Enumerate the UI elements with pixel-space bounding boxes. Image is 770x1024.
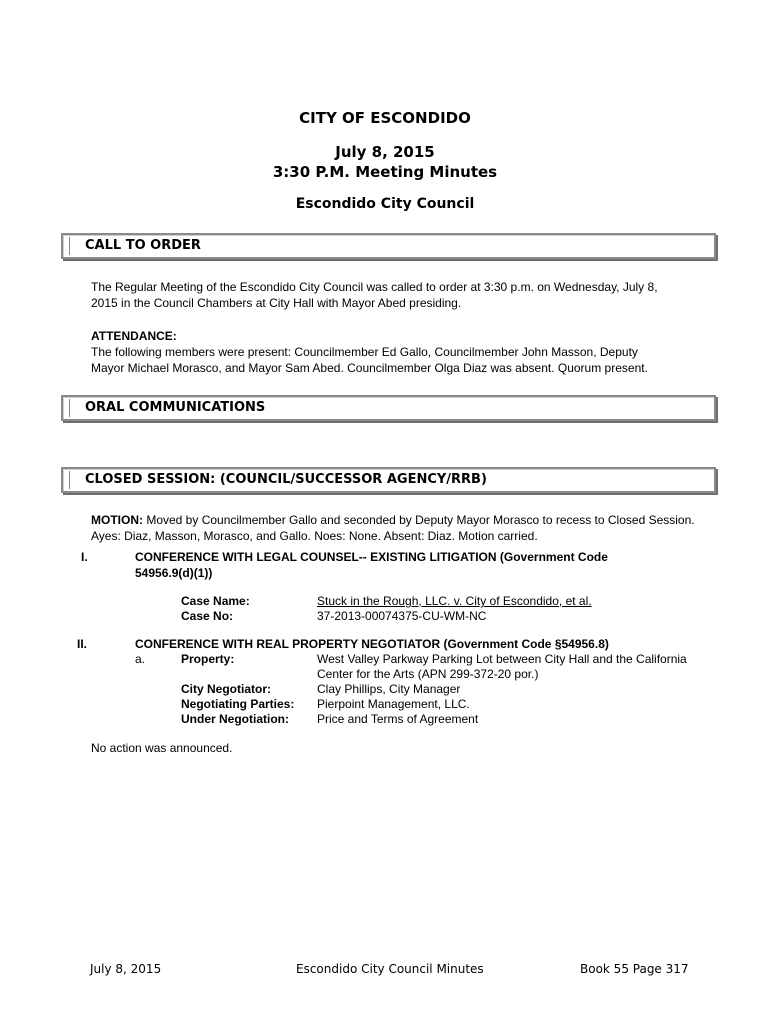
section-title-call-to-order: CALL TO ORDER	[85, 238, 201, 253]
call-to-order-line-1: The Regular Meeting of the Escondido City Council was called to order at 3:30 p.m. on Wednesday, July 8,	[91, 280, 658, 294]
attendance-line-1: The following members were present: Councilmember Ed Gallo, Councilmember John Masson, Deputy	[91, 345, 638, 359]
motion-line-2: Ayes: Diaz, Masson, Morasco, and Gallo. Noes: None. Absent: Diaz. Motion carried.	[91, 529, 538, 543]
item-1-numeral: I.	[81, 550, 88, 564]
item-1-title-line-2: 54956.9(d)(1))	[135, 566, 213, 580]
footer-date: July 8, 2015	[90, 962, 162, 976]
meeting-date: July 8, 2015	[335, 143, 435, 161]
negotiator-value: Clay Phillips, City Manager	[317, 682, 461, 696]
item-1-title-line-1: CONFERENCE WITH LEGAL COUNSEL-- EXISTING LITIGATION (Government Code	[135, 550, 608, 564]
section-title-oral-communications: ORAL COMMUNICATIONS	[85, 400, 266, 415]
motion-line-1	[91, 512, 695, 528]
under-negotiation-label: Under Negotiation:	[181, 712, 289, 726]
attendance-line-2: Mayor Michael Morasco, and Mayor Sam Abed. Councilmember Olga Diaz was absent. Quorum present.	[91, 361, 648, 375]
case-no-label: Case No:	[181, 609, 234, 623]
case-name-value: Stuck in the Rough, LLC. v. City of Escondido, et al.	[317, 594, 592, 608]
item-2-sub-letter: a.	[135, 652, 146, 666]
section-bar-oral-communications	[61, 395, 716, 421]
property-label: Property:	[181, 652, 235, 666]
attendance-label: ATTENDANCE:	[91, 329, 177, 343]
section-bar-call-to-order	[61, 233, 716, 259]
footer-page: Book 55 Page 317	[580, 962, 689, 976]
call-to-order-line-2: 2015 in the Council Chambers at City Hall with Mayor Abed presiding.	[91, 296, 462, 310]
property-line-1: West Valley Parkway Parking Lot between City Hall and the California	[317, 652, 687, 666]
case-no-value: 37-2013-00074375-CU-WM-NC	[317, 609, 487, 623]
parties-label: Negotiating Parties:	[181, 697, 295, 711]
footer-title: Escondido City Council Minutes	[296, 962, 484, 976]
property-line-2: Center for the Arts (APN 299-372-20 por.)	[317, 667, 539, 681]
item-2-numeral: II.	[77, 637, 88, 651]
council-name: Escondido City Council	[295, 196, 475, 212]
no-action-text: No action was announced.	[91, 741, 233, 755]
negotiator-label: City Negotiator:	[181, 682, 271, 696]
section-bar-closed-session	[61, 467, 716, 493]
meeting-title: 3:30 P.M. Meeting Minutes	[272, 163, 498, 181]
motion-label: MOTION:	[91, 513, 143, 527]
section-title-closed-session: CLOSED SESSION: (COUNCIL/SUCCESSOR AGENCY/RRB)	[85, 472, 487, 487]
case-name-label: Case Name:	[181, 594, 250, 608]
document-city: CITY OF ESCONDIDO	[299, 109, 471, 127]
item-2-title: CONFERENCE WITH REAL PROPERTY NEGOTIATOR (Government Code §54956.8)	[135, 637, 609, 651]
motion-text: Moved by Councilmember Gallo and seconded by Deputy Mayor Morasco to recess to Closed Session.	[143, 513, 695, 527]
under-negotiation-value: Price and Terms of Agreement	[317, 712, 479, 726]
parties-value: Pierpoint Management, LLC.	[317, 697, 470, 711]
